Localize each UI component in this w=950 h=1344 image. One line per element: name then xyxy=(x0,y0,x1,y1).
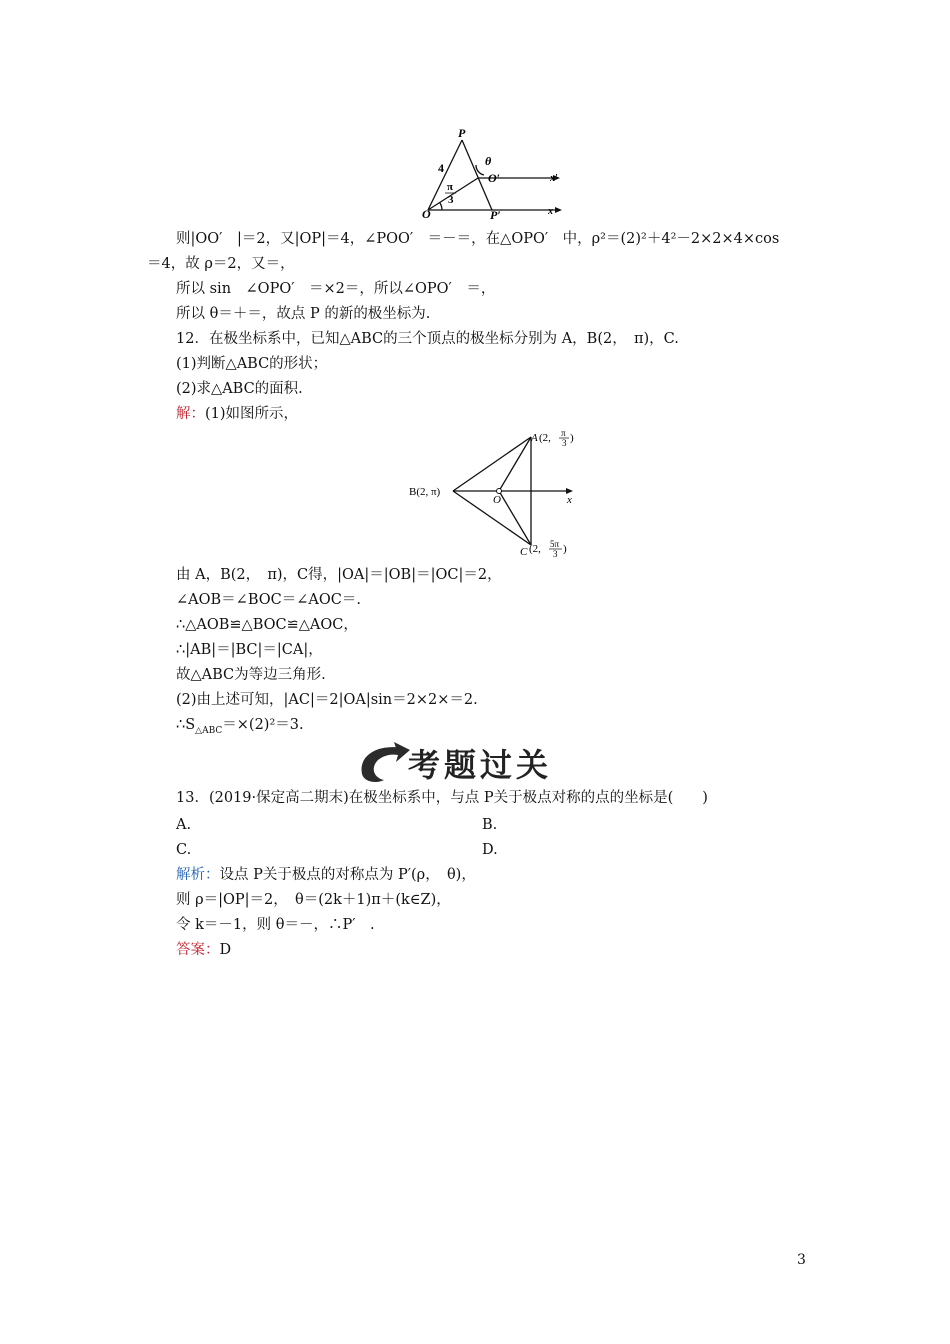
fig1-label-O: O xyxy=(422,207,431,220)
section-banner xyxy=(352,738,602,788)
fig1-label-P: P xyxy=(458,126,466,140)
option-c: C. xyxy=(176,842,192,858)
fig2-label-C-coord: (2, xyxy=(529,543,541,555)
solution-12-step-6: (2)由上述可知，|AC|＝2|OA|sin＝2×2×＝2. xyxy=(176,692,478,708)
answer-label: 答案： xyxy=(176,942,220,958)
fig2-label-x: x xyxy=(567,494,572,506)
question-13: 13．(2019·保定高二期末)在极坐标系中，与点 P关于极点对称的点的坐标是( ) xyxy=(176,790,708,806)
solution-12-step-7 xyxy=(176,715,304,741)
solution-12-step-5: 故△ABC为等边三角形. xyxy=(176,667,326,683)
option-d: D. xyxy=(482,842,498,858)
fig2-label-A-coord: (2, xyxy=(539,432,551,444)
fig1-label-x: x xyxy=(548,206,553,217)
svg-text:): ) xyxy=(570,432,574,444)
solution-12-step-3: ∴△AOB≌△BOC≌△AOC， xyxy=(176,617,358,633)
question-12: 12．在极坐标系中，已知△ABC的三个顶点的极坐标分别为 A，B(2， π)，C. xyxy=(176,331,679,347)
analysis-line-3: 令 k＝－1，则 θ＝－，∴P′ . xyxy=(176,917,375,933)
analysis-label: 解析： xyxy=(176,867,220,883)
fig2-label-A-den: 3 xyxy=(562,438,567,448)
solution-12-intro xyxy=(176,404,298,424)
solution-line-4: 所以 θ＝＋＝，故点 P 的新的极坐标为. xyxy=(176,306,431,322)
fig2-label-C: C xyxy=(520,546,528,558)
solution-label: 解： xyxy=(176,406,205,422)
option-b: B. xyxy=(482,817,498,833)
fig2-label-C-den: 3 xyxy=(553,549,558,559)
fig1-label-P-prime: P′ xyxy=(490,208,501,220)
fig1-label-theta: θ xyxy=(485,154,492,168)
area-subscript: △ABC xyxy=(195,725,223,736)
answer-value: D xyxy=(219,942,232,958)
banner-title: 考题过关 xyxy=(408,746,553,784)
analysis-text-1: 设点 P关于极点的对称点为 P′(ρ， θ)， xyxy=(219,867,476,883)
solution-12-text: (1)如图所示， xyxy=(205,406,299,422)
svg-text:): ) xyxy=(563,543,567,555)
solution-12-step-1: 由 A，B(2， π)，C得，|OA|＝|OB|＝|OC|＝2， xyxy=(176,567,502,583)
fig1-label-pi: π xyxy=(447,181,454,193)
solution-line-3: 所以 sin ∠OPO′ ＝×2＝，所以∠OPO′ ＝， xyxy=(176,281,496,297)
area-symbol: ∴S xyxy=(176,717,196,733)
figure-polar-transform xyxy=(410,125,570,220)
fig2-label-A-num: π xyxy=(561,428,566,438)
fig2-label-C-num: 5π xyxy=(550,539,560,549)
fig1-label-3: 3 xyxy=(448,194,454,206)
page-number: 3 xyxy=(797,1252,806,1268)
question-12-part-2: (2)求△ABC的面积. xyxy=(176,381,303,397)
answer-line xyxy=(176,940,231,960)
fig1-label-O-prime: O′ xyxy=(488,171,501,185)
area-result: ＝×(2)²＝3. xyxy=(222,717,304,733)
solution-line-2: ＝4，故 ρ＝2，又＝， xyxy=(147,256,295,272)
solution-12-step-4: ∴|AB|＝|BC|＝|CA|， xyxy=(176,642,323,658)
option-a: A. xyxy=(176,817,192,833)
question-12-part-1: (1)判断△ABC的形状； xyxy=(176,356,328,372)
fig2-label-O: O xyxy=(493,494,501,506)
figure-triangle-abc xyxy=(405,425,585,565)
analysis-line-2: 则 ρ＝|OP|＝2， θ＝(2k＋1)π＋(k∈Z)， xyxy=(176,892,451,908)
fig2-label-B: B(2, π) xyxy=(409,486,441,498)
fig2-label-A: A xyxy=(531,432,538,444)
solution-line-1: 则|OO′ |＝2，又|OP|＝4，∠POO′ ＝－＝，在△OPO′ 中，ρ²＝(2)²＋4²－2×2×4×cos xyxy=(176,231,780,247)
fig1-label-x-prime: x′ xyxy=(550,173,558,184)
solution-12-step-2: ∠AOB＝∠BOC＝∠AOC＝. xyxy=(176,592,361,608)
fig1-label-4: 4 xyxy=(438,161,444,175)
curved-arrow-icon xyxy=(352,738,412,788)
analysis-line-1 xyxy=(176,865,476,885)
